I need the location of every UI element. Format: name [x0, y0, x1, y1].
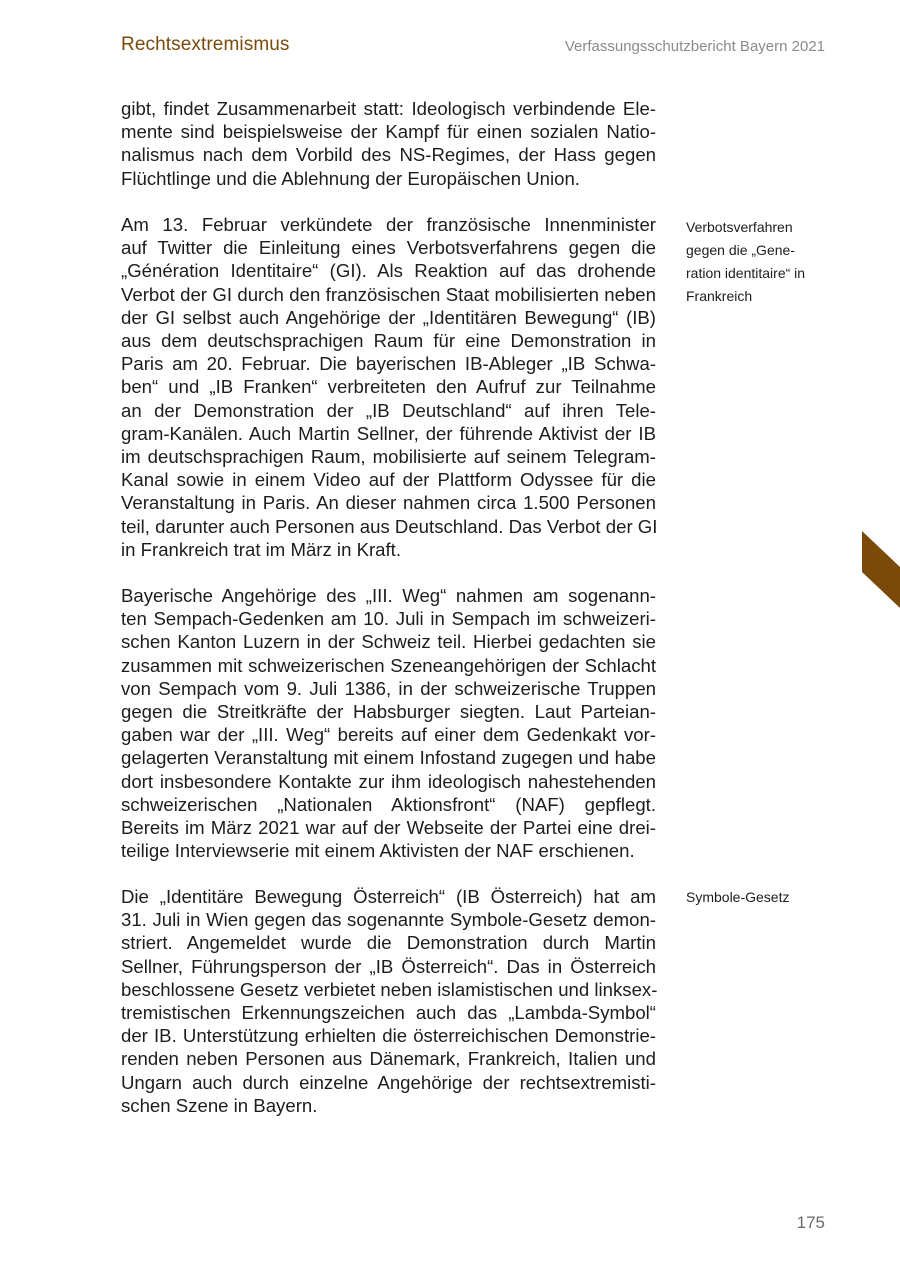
text-line: „Génération Identitaire“ (GI). Als Reaktion auf das drohende	[121, 260, 656, 282]
paragraph-text	[121, 213, 656, 561]
chapter-tab-marker	[862, 531, 900, 608]
text-line: schen Kanton Luzern in der Schweiz teil. Hierbei gedachten sie	[121, 631, 656, 653]
running-header-section: Rechtsextremismus	[121, 34, 290, 55]
margin-note-line: Verbotsverfahren	[686, 219, 793, 235]
text-line: von Sempach vom 9. Juli 1386, in der schweizerische Truppen	[121, 677, 656, 699]
text-line: schen Szene in Bayern.	[121, 1094, 318, 1116]
text-line: 31. Juli in Wien gegen das sogenannte Symbole-Gesetz demon-	[121, 909, 656, 931]
running-header-report-title: Verfassungsschutzbericht Bayern 2021	[564, 38, 825, 55]
margin-note-line: gegen die „Gene-	[686, 242, 795, 258]
text-line: im deutschsprachigen Raum, mobilisierte auf seinem Telegram-	[121, 446, 656, 468]
margin-note-line: Symbole-Gesetz	[686, 889, 790, 905]
text-line: Ungarn auch durch einzelne Angehörige der rechtsextremisti-	[121, 1071, 656, 1093]
text-line: gelagerten Veranstaltung mit einem Infostand zugegen und habe	[121, 747, 656, 769]
margin-note-symbole-gesetz	[686, 886, 836, 909]
text-line: ben“ und „IB Franken“ verbreiteten den Aufruf zur Teilnahme	[121, 376, 656, 398]
text-line: an der Demonstration der „IB Deutschland“ auf ihren Tele-	[121, 399, 656, 421]
text-line: der IB. Unterstützung erhielten die österreichischen Demonstrie-	[121, 1025, 656, 1047]
text-line: gibt, findet Zusammenarbeit statt: Ideologisch verbindende Ele-	[121, 98, 656, 119]
text-line: renden neben Personen aus Dänemark, Frankreich, Italien und	[121, 1048, 656, 1070]
text-line: in Frankreich trat im März in Kraft.	[121, 538, 402, 560]
text-line: Bereits im März 2021 war auf der Webseite der Partei eine drei-	[121, 817, 656, 839]
text-line: beschlossene Gesetz verbietet neben islamistischen und linksex-	[121, 978, 658, 1000]
text-line: Bayerische Angehörige des „III. Weg“ nahmen am sogenann-	[121, 585, 656, 606]
margin-note-line: ration identitaire“ in	[686, 265, 806, 281]
text-line: gram-Kanälen. Auch Martin Sellner, der führende Aktivist der IB	[121, 422, 656, 444]
paragraph-text	[121, 97, 656, 190]
text-line: schweizerischen „Nationalen Aktionsfront“ (NAF) gepflegt.	[121, 793, 656, 815]
text-line: ten Sempach-Gedenken am 10. Juli in Sempach im schweizeri-	[121, 608, 656, 630]
text-line: der GI selbst auch Angehörige der „Identitären Bewegung“ (IB)	[121, 306, 656, 328]
text-line: gegen die Streitkräfte der Habsburger siegten. Laut Parteian-	[121, 701, 656, 723]
text-line: zusammen mit schweizerischen Szeneangehörigen der Schlacht	[121, 654, 656, 676]
text-line: striert. Angemeldet wurde die Demonstration durch Martin	[121, 932, 656, 954]
text-line: mente sind beispielsweise der Kampf für einen sozialen Natio-	[121, 121, 656, 143]
text-line: Am 13. Februar verkündete der französische Innenminister	[121, 214, 656, 235]
text-line: Verbot der GI durch den französischen Staat mobilisierten neben	[121, 283, 656, 305]
paragraph-3	[121, 584, 656, 862]
text-line: gaben war der „III. Weg“ bereits auf einer dem Gedenkakt vor-	[121, 724, 656, 746]
margin-note-line: Frankreich	[686, 288, 753, 304]
text-line: auf Twitter die Einleitung eines Verbotsverfahrens gegen die	[121, 237, 656, 259]
paragraph-2	[121, 213, 656, 561]
page-number: 175	[796, 1213, 825, 1232]
text-line: Kanal sowie in einem Video auf der Plattform Odyssee für die	[121, 469, 656, 491]
paragraph-text	[121, 885, 656, 1117]
text-line: tremistischen Erkennungszeichen auch das „Lambda-Symbol“	[121, 1002, 656, 1024]
text-line: nalismus nach dem Vorbild des NS-Regimes, der Hass gegen	[121, 144, 656, 166]
text-line: teil, darunter auch Personen aus Deutschland. Das Verbot der GI	[121, 515, 658, 537]
paragraph-4	[121, 885, 656, 1117]
text-line: dort insbesondere Kontakte zur ihm ideologisch nahestehenden	[121, 770, 656, 792]
text-line: Die „Identitäre Bewegung Österreich“ (IB Österreich) hat am	[121, 886, 656, 907]
margin-note-verbotsverfahren	[686, 216, 836, 308]
text-line: Paris am 20. Februar. Die bayerischen IB-Ableger „IB Schwa-	[121, 353, 656, 375]
text-line: aus dem deutschsprachigen Raum für eine Demonstration in	[121, 330, 656, 352]
paragraph-text	[121, 584, 656, 862]
paragraph-1	[121, 97, 656, 190]
text-line: Veranstaltung in Paris. An dieser nahmen circa 1.500 Personen	[121, 492, 656, 514]
text-line: teilige Interviewserie mit einem Aktivisten der NAF erschienen.	[121, 840, 635, 862]
text-line: Flüchtlinge und die Ablehnung der Europäischen Union.	[121, 167, 580, 189]
text-line: Sellner, Führungsperson der „IB Österreich“. Das in Österreich	[121, 955, 656, 977]
